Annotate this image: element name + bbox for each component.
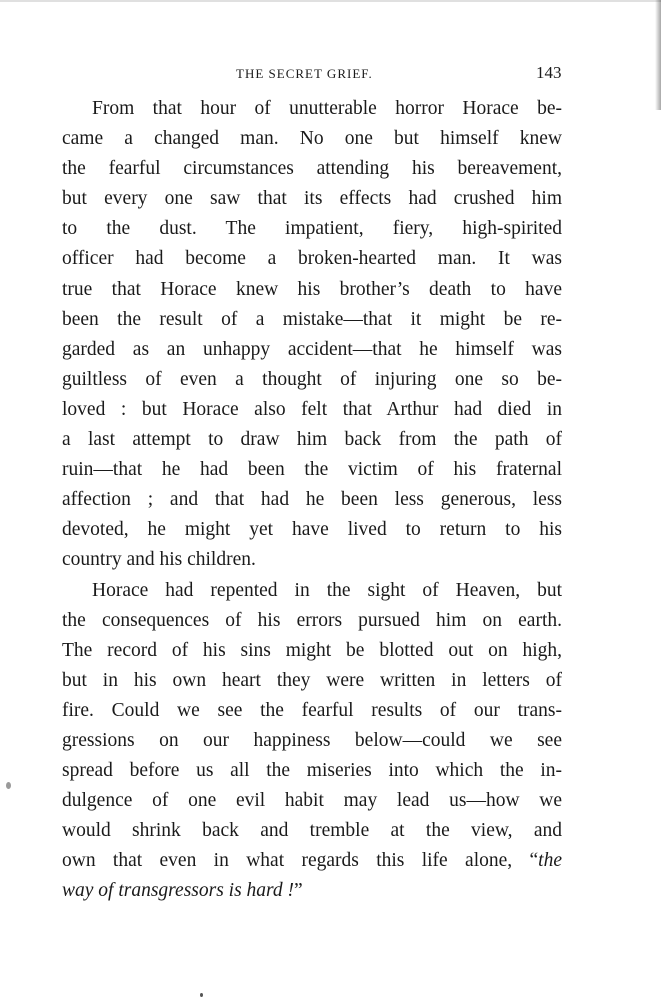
text-line: the consequences of his errors pursued him on earth. (62, 609, 562, 631)
text-fragment: own that even in what regards this life alone, “ (62, 850, 539, 872)
text-line: fire. Could we see the fearful results of our trans- (62, 699, 562, 721)
text-line: The record of his sins might be blotted out on high, (62, 639, 562, 661)
text-line: but every one saw that its effects had crushed him (62, 188, 562, 210)
text-line: would shrink back and tremble at the view, and (62, 820, 562, 842)
text-line: guiltless of even a thought of injuring one so be- (62, 368, 562, 390)
page-number: 143 (536, 63, 562, 82)
text-line: spread before us all the miseries into which the in- (62, 760, 562, 782)
text-line: true that Horace knew his brother’s death to have (62, 278, 562, 300)
margin-speck (200, 993, 203, 997)
text-line: loved : but Horace also felt that Arthur had died in (62, 398, 562, 420)
text-line: the fearful circumstances attending his bereavement, (62, 158, 562, 180)
paragraph-2 (62, 576, 562, 907)
text-line: gressions on our happiness below—could we see (62, 729, 562, 751)
paragraph-1 (62, 94, 562, 576)
text-line: Horace had repented in the sight of Heaven, but (92, 579, 562, 601)
text-line: From that hour of unutterable horror Horace be- (92, 98, 562, 119)
text-line: affection ; and that had he been less generous, less (62, 489, 562, 511)
text-line: came a changed man. No one but himself knew (62, 128, 562, 150)
text-line: but in his own heart they were written in letters of (62, 669, 562, 691)
margin-speck (6, 782, 11, 789)
closing-quote: ” (294, 880, 303, 902)
text-line-mixed (62, 876, 562, 906)
text-line-mixed (62, 846, 562, 876)
text-line: a last attempt to draw him back from the path of (62, 429, 562, 451)
text-line: officer had become a broken-hearted man. It was (62, 248, 562, 270)
running-head: THE SECRET GRIEF. (236, 66, 373, 81)
italic-fragment: the (538, 850, 562, 872)
page-right-edge-shadow (655, 0, 661, 110)
body-text (62, 94, 562, 907)
page-top-edge (0, 0, 661, 2)
text-line: garded as an unhappy accident—that he himself was (62, 338, 562, 360)
text-line: been the result of a mistake—that it might be re- (62, 308, 562, 330)
text-line: devoted, he might yet have lived to return to his (62, 519, 562, 541)
italic-fragment: way of transgressors is hard ! (62, 880, 295, 902)
text-line: to the dust. The impatient, fiery, high-spirited (62, 218, 562, 240)
text-line: ruin—that he had been the victim of his fraternal (62, 459, 562, 481)
text-line: dulgence of one evil habit may lead us—how we (62, 790, 562, 812)
text-line: country and his children. (62, 549, 256, 571)
